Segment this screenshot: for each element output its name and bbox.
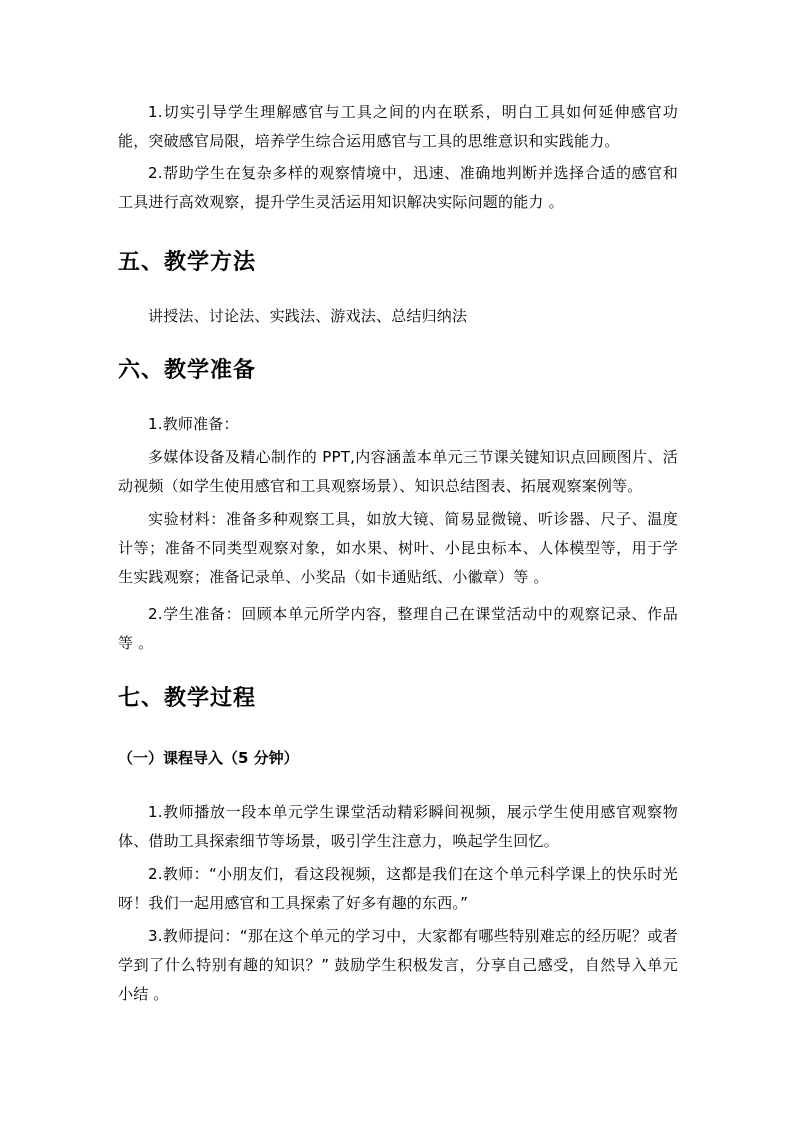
section-heading-teaching-methods: 五、教学方法	[118, 250, 257, 275]
subsection-heading-introduction: （一）课程导入（5 分钟）	[118, 749, 299, 767]
materials-paragraph: 实验材料：准备多种观察工具，如放大镜、简易显微镜、听诊器、尺子、温度计等；准备不同类型观察对象，如水果、树叶、小昆虫标本、人体模型等，用于学生实践观察；准备记录单、小奖品（如卡通贴纸、小徽章）等 。	[118, 510, 678, 586]
introduction-paragraph-1: 1.教师播放一段本单元学生课堂活动精彩瞬间视频，展示学生使用感官观察物体、借助工具探索细节等场景，吸引学生注意力，唤起学生回忆。	[118, 803, 678, 850]
student-preparation-paragraph: 2.学生准备：回顾本单元所学内容，整理自己在课堂活动中的观察记录、作品等 。	[118, 605, 678, 652]
introduction-paragraph-3: 3.教师提问：“那在这个单元的学习中，大家都有哪些特别难忘的经历呢？或者学到了什么特别有趣的知识？” 鼓励学生积极发言，分享自己感受，自然导入单元小结 。	[118, 927, 678, 1003]
teacher-preparation-label: 1.教师准备：	[148, 415, 239, 433]
section-heading-teaching-preparation: 六、教学准备	[118, 358, 257, 383]
objective-paragraph-2: 2.帮助学生在复杂多样的观察情境中，迅速、准确地判断并选择合适的感官和工具进行高效观察，提升学生灵活运用知识解决实际问题的能力 。	[118, 164, 678, 211]
objective-paragraph-1: 1.切实引导学生理解感官与工具之间的内在联系，明白工具如何延伸感官功能，突破感官局限，培养学生综合运用感官与工具的思维意识和实践能力。	[118, 103, 678, 150]
teacher-preparation-paragraph: 多媒体设备及精心制作的 PPT,内容涵盖本单元三节课关键知识点回顾图片、活动视频（如学生使用感官和工具观察场景）、知识总结图表、拓展观察案例等。	[118, 448, 678, 495]
teaching-methods-paragraph: 讲授法、讨论法、实践法、游戏法、总结归纳法	[148, 307, 468, 325]
section-heading-teaching-process: 七、教学过程	[118, 686, 257, 711]
introduction-paragraph-2: 2.教师：“小朋友们，看这段视频，这都是我们在这个单元科学课上的快乐时光呀！我们一起用感官和工具探索了好多有趣的东西。”	[118, 865, 678, 912]
